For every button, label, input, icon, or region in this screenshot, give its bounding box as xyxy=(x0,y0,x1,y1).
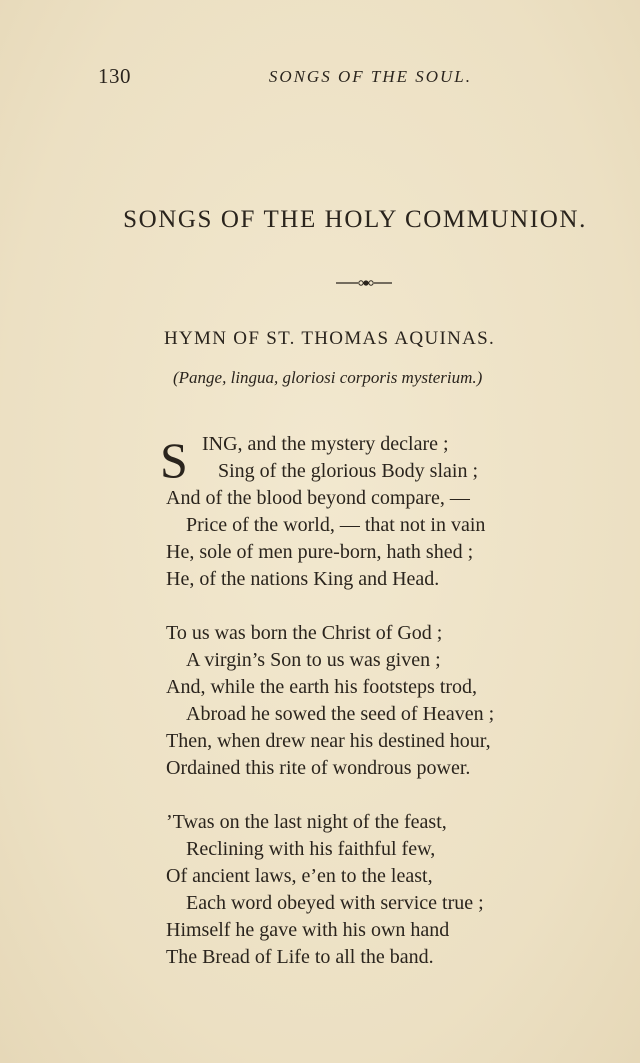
verse-line: ING, and the mystery declare ; xyxy=(202,433,449,455)
verse-line: Ordained this rite of wondrous power. xyxy=(166,757,471,779)
verse-line: And of the blood beyond compare, — xyxy=(166,487,470,509)
verse-line: And, while the earth his footsteps trod, xyxy=(166,676,478,698)
ornament-divider-icon xyxy=(336,276,392,290)
verse-line: Sing of the glorious Body slain ; xyxy=(218,460,478,482)
drop-cap: S xyxy=(160,432,188,488)
hymn-subtitle: (Pange, lingua, gloriosi corporis mysterium.) xyxy=(173,368,483,387)
verse-line: A virgin’s Son to us was given ; xyxy=(186,649,441,671)
verse-line: Each word obeyed with service true ; xyxy=(186,892,484,914)
verse-line: Reclining with his faithful few, xyxy=(186,838,436,860)
verse-line: He, of the nations King and Head. xyxy=(166,568,440,590)
stanza-3 xyxy=(166,809,606,971)
verse-line: Abroad he sowed the seed of Heaven ; xyxy=(186,703,495,725)
verse-line: ’Twas on the last night of the feast, xyxy=(166,811,447,833)
verse-line: He, sole of men pure-born, hath shed ; xyxy=(166,541,474,563)
stanza-1 xyxy=(160,431,606,593)
stanza-2 xyxy=(166,620,606,782)
page-number: 130 xyxy=(98,64,131,88)
section-title: SONGS OF THE HOLY COMMUNION. xyxy=(123,206,587,233)
verse-line: The Bread of Life to all the band. xyxy=(166,946,434,968)
verse-line: To us was born the Christ of God ; xyxy=(166,622,443,644)
running-title: SONGS OF THE SOUL. xyxy=(268,67,472,86)
hymn-title: HYMN OF ST. THOMAS AQUINAS. xyxy=(164,328,496,349)
verse-line: Of ancient laws, e’en to the least, xyxy=(166,865,433,887)
verse-line: Price of the world, — that not in vain xyxy=(186,514,486,536)
verse-line: Then, when drew near his destined hour, xyxy=(166,730,491,752)
verse-line: Himself he gave with his own hand xyxy=(166,919,450,941)
page-header xyxy=(98,64,472,94)
